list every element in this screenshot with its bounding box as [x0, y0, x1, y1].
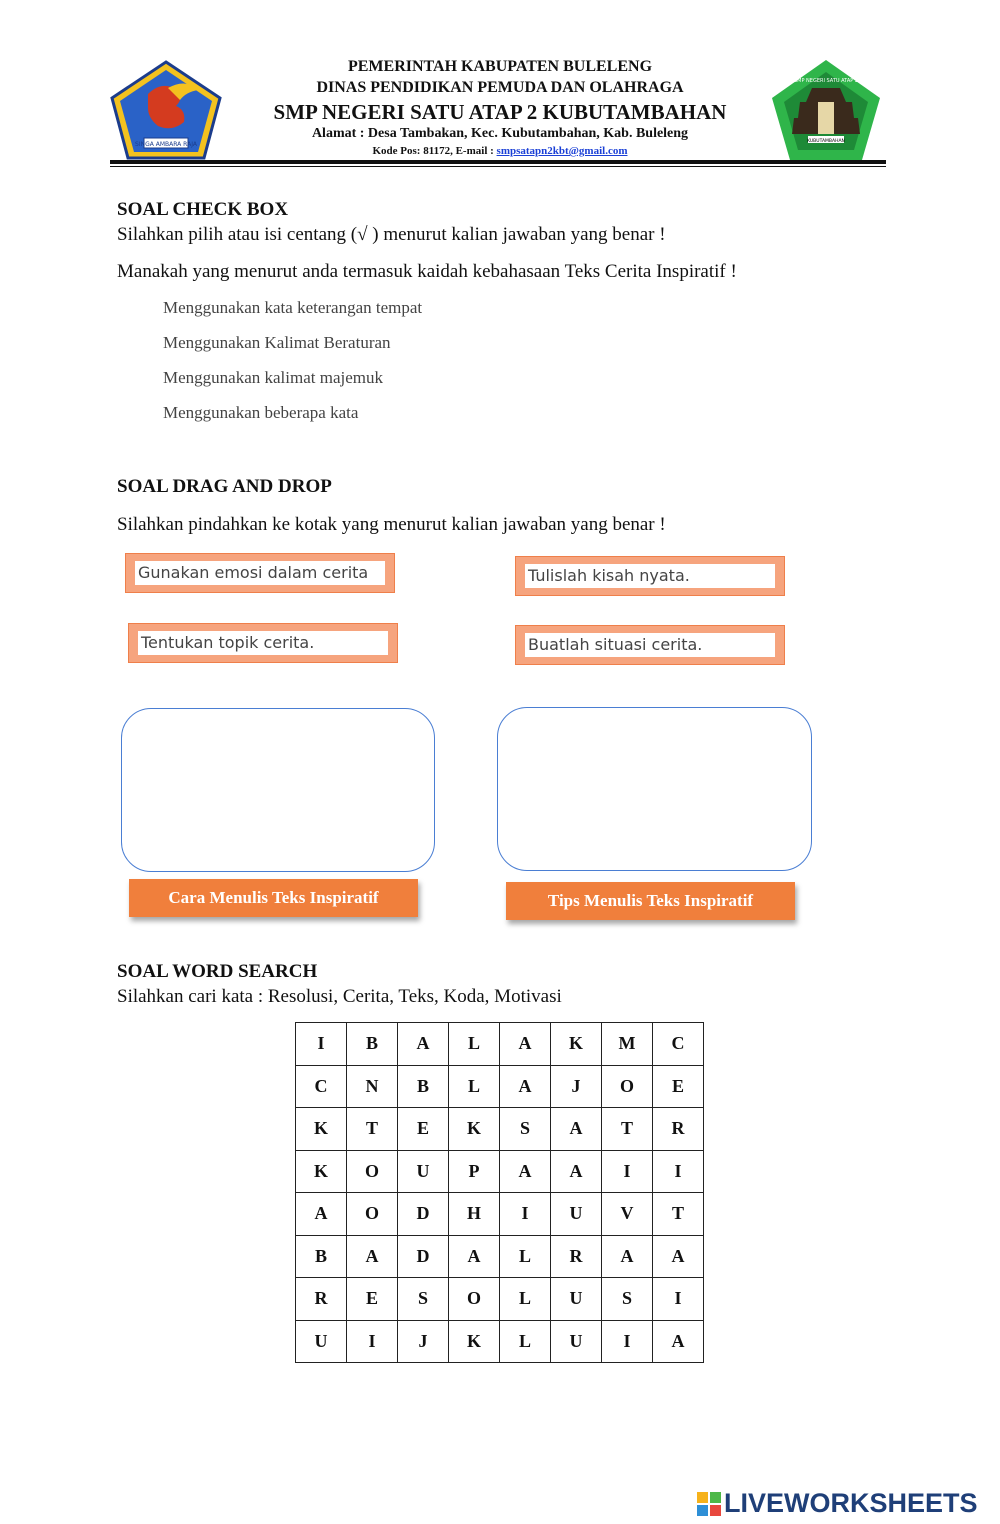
header-line-1: PEMERINTAH KABUPATEN BULELENG: [347, 58, 653, 75]
grid-row: [296, 1150, 704, 1193]
checkbox-option[interactable]: Menggunakan beberapa kata: [163, 403, 359, 422]
grid-cell[interactable]: U: [551, 1278, 602, 1321]
target-label-cara: Cara Menulis Teks Inspiratif: [129, 879, 418, 917]
grid-cell[interactable]: P: [449, 1150, 500, 1193]
email-link[interactable]: smpsatapn2kbt@gmail.com: [496, 145, 628, 157]
grid-cell[interactable]: A: [500, 1150, 551, 1193]
grid-cell[interactable]: B: [347, 1023, 398, 1066]
liveworksheets-brand[interactable]: LIVEWORKSHEETS: [724, 1488, 978, 1518]
grid-cell[interactable]: L: [500, 1235, 551, 1278]
grid-cell[interactable]: O: [449, 1278, 500, 1321]
grid-cell[interactable]: R: [296, 1278, 347, 1321]
grid-cell[interactable]: R: [551, 1235, 602, 1278]
school-logo: [768, 58, 884, 164]
grid-cell[interactable]: A: [551, 1150, 602, 1193]
grid-cell[interactable]: U: [551, 1193, 602, 1236]
grid-cell[interactable]: E: [653, 1065, 704, 1108]
grid-cell[interactable]: L: [449, 1023, 500, 1066]
postal-email-line: [200, 145, 800, 157]
drag-card-situasi[interactable]: [515, 625, 785, 665]
grid-cell[interactable]: A: [653, 1235, 704, 1278]
grid-cell[interactable]: U: [551, 1320, 602, 1363]
checkbox-option[interactable]: Menggunakan kalimat majemuk: [163, 368, 383, 387]
grid-row: [296, 1065, 704, 1108]
wordsearch-instruction: Silahkan cari kata : Resolusi, Cerita, Teks, Koda, Motivasi: [117, 986, 562, 1007]
grid-cell[interactable]: U: [296, 1320, 347, 1363]
grid-cell[interactable]: K: [449, 1320, 500, 1363]
checkbox-option[interactable]: Menggunakan Kalimat Beraturan: [163, 333, 391, 352]
drag-card-label: Tentukan topik cerita.: [138, 631, 388, 655]
dragdrop-section-title: SOAL DRAG AND DROP: [117, 476, 332, 497]
grid-cell[interactable]: J: [551, 1065, 602, 1108]
grid-cell[interactable]: O: [347, 1193, 398, 1236]
grid-cell[interactable]: V: [602, 1193, 653, 1236]
drag-card-topik[interactable]: [128, 623, 398, 663]
grid-cell[interactable]: A: [398, 1023, 449, 1066]
school-address: Alamat : Desa Tambakan, Kec. Kubutambahan, Kab. Buleleng: [311, 126, 689, 141]
grid-cell[interactable]: I: [653, 1278, 704, 1321]
grid-cell[interactable]: A: [500, 1065, 551, 1108]
grid-row: [296, 1108, 704, 1151]
checkbox-option[interactable]: Menggunakan kata keterangan tempat: [163, 298, 423, 317]
grid-cell[interactable]: K: [449, 1108, 500, 1151]
grid-cell[interactable]: T: [602, 1108, 653, 1151]
grid-cell[interactable]: M: [602, 1023, 653, 1066]
header-line-2: DINAS PENDIDIKAN PEMUDA DAN OLAHRAGA: [316, 79, 684, 96]
grid-cell[interactable]: I: [500, 1193, 551, 1236]
drag-card-label: Tulislah kisah nyata.: [525, 564, 775, 588]
grid-cell[interactable]: J: [398, 1320, 449, 1363]
grid-cell[interactable]: C: [296, 1065, 347, 1108]
grid-cell[interactable]: L: [500, 1320, 551, 1363]
drag-card-emosi[interactable]: [125, 553, 395, 593]
grid-cell[interactable]: E: [347, 1278, 398, 1321]
grid-cell[interactable]: A: [551, 1108, 602, 1151]
drag-card-kisah[interactable]: [515, 556, 785, 596]
grid-row: [296, 1320, 704, 1363]
wordsearch-section-title: SOAL WORD SEARCH: [117, 961, 318, 982]
drag-card-label: Buatlah situasi cerita.: [525, 633, 775, 657]
grid-cell[interactable]: K: [296, 1150, 347, 1193]
checkbox-question: Manakah yang menurut anda termasuk kaidah kebahasaan Teks Cerita Inspiratif !: [117, 261, 737, 282]
grid-row: [296, 1278, 704, 1321]
drop-zone-tips[interactable]: [497, 707, 812, 871]
grid-cell[interactable]: I: [296, 1023, 347, 1066]
target-label-tips: Tips Menulis Teks Inspiratif: [506, 882, 795, 920]
grid-row: [296, 1023, 704, 1066]
grid-cell[interactable]: H: [449, 1193, 500, 1236]
word-search-grid: [295, 1022, 704, 1363]
grid-cell[interactable]: B: [296, 1235, 347, 1278]
grid-cell[interactable]: T: [347, 1108, 398, 1151]
header-divider-thin: [110, 166, 886, 167]
grid-cell[interactable]: D: [398, 1193, 449, 1236]
grid-cell[interactable]: S: [602, 1278, 653, 1321]
grid-cell[interactable]: C: [653, 1023, 704, 1066]
grid-cell[interactable]: B: [398, 1065, 449, 1108]
postal-label: Kode Pos: 81172, E-mail :: [372, 145, 497, 157]
checkbox-instruction: Silahkan pilih atau isi centang (√ ) menurut kalian jawaban yang benar !: [117, 224, 666, 245]
liveworksheets-logo-icon: [697, 1492, 721, 1516]
grid-cell[interactable]: I: [347, 1320, 398, 1363]
svg-text:SINGA AMBARA RAJA: SINGA AMBARA RAJA: [135, 141, 197, 148]
grid-cell[interactable]: L: [500, 1278, 551, 1321]
header-divider: [110, 160, 886, 164]
grid-cell[interactable]: I: [602, 1320, 653, 1363]
checkbox-section-title: SOAL CHECK BOX: [117, 199, 289, 220]
grid-cell[interactable]: K: [296, 1108, 347, 1151]
grid-cell[interactable]: I: [602, 1150, 653, 1193]
grid-cell[interactable]: A: [347, 1235, 398, 1278]
school-name: SMP NEGERI SATU ATAP 2 KUBUTAMBAHAN: [273, 100, 727, 124]
grid-cell[interactable]: S: [398, 1278, 449, 1321]
dragdrop-instruction: Silahkan pindahkan ke kotak yang menurut kalian jawaban yang benar !: [117, 514, 666, 535]
grid-cell[interactable]: K: [551, 1023, 602, 1066]
grid-cell[interactable]: O: [347, 1150, 398, 1193]
grid-cell[interactable]: A: [449, 1235, 500, 1278]
grid-cell[interactable]: A: [602, 1235, 653, 1278]
grid-cell[interactable]: L: [449, 1065, 500, 1108]
svg-text:KUBUTAMBAHAN: KUBUTAMBAHAN: [807, 139, 845, 144]
grid-cell[interactable]: A: [500, 1023, 551, 1066]
drag-card-label: Gunakan emosi dalam cerita: [135, 561, 385, 585]
drop-zone-cara[interactable]: [121, 708, 435, 872]
svg-text:SMP NEGERI SATU ATAP 2: SMP NEGERI SATU ATAP 2: [793, 78, 859, 84]
grid-row: [296, 1235, 704, 1278]
grid-cell[interactable]: U: [398, 1150, 449, 1193]
grid-cell[interactable]: I: [653, 1150, 704, 1193]
grid-cell[interactable]: A: [653, 1320, 704, 1363]
grid-row: [296, 1193, 704, 1236]
grid-cell[interactable]: N: [347, 1065, 398, 1108]
grid-cell[interactable]: A: [296, 1193, 347, 1236]
grid-cell[interactable]: T: [653, 1193, 704, 1236]
grid-cell[interactable]: R: [653, 1108, 704, 1151]
grid-cell[interactable]: E: [398, 1108, 449, 1151]
grid-cell[interactable]: S: [500, 1108, 551, 1151]
grid-cell[interactable]: D: [398, 1235, 449, 1278]
grid-cell[interactable]: O: [602, 1065, 653, 1108]
